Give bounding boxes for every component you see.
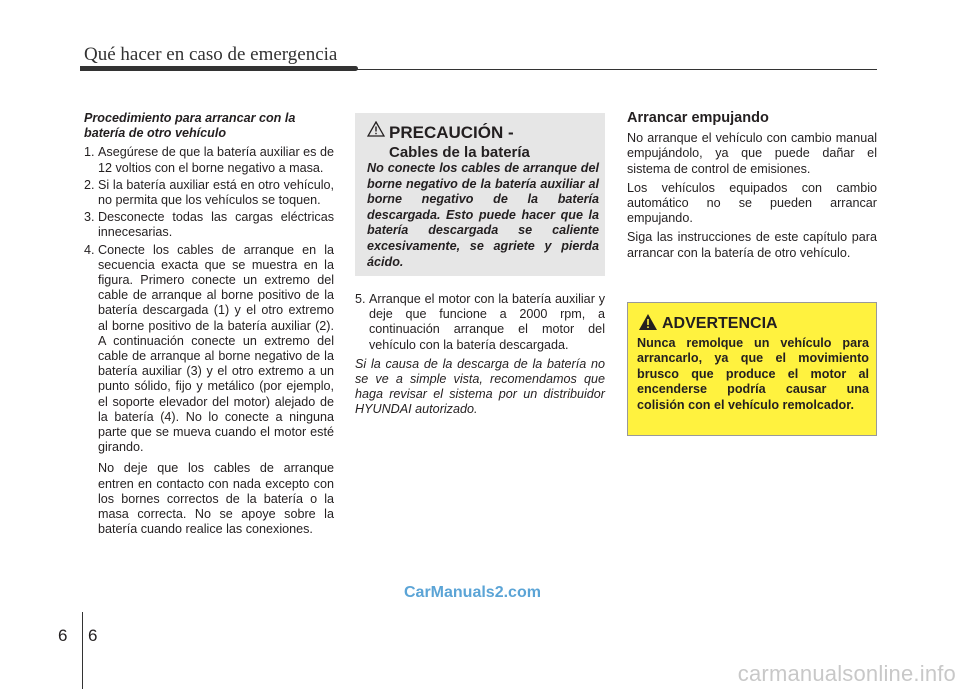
step-number: 2. [84, 177, 95, 192]
warning-body: Nunca remolque un vehículo para arrancarlo, ya que el movimiento brusco que produce el motor al encenderse podría causar una colisión con el vehículo remolcador. [637, 336, 869, 412]
warning-triangle-outline-icon [367, 121, 385, 142]
caution-body: No conecte los cables de arranque del borne negativo de la batería auxiliar al borne negativo de la batería descargada. Esto puede hacer que la batería descargada se caliente excesivamente, se agriete y pierda ácido. [367, 161, 599, 269]
note-paragraph: Si la causa de la descarga de la batería no se ve a simple vista, recomendamos que haga revisar el sistema por un distribuidor HYUNDAI autorizado. [355, 356, 605, 417]
header-bar [80, 66, 358, 71]
header-title: Qué hacer en caso de emergencia [84, 44, 338, 65]
step-text: Arranque el motor con la batería auxiliar y deje que funcione a 2000 rpm, a continuación arranque el motor del vehículo con la batería descargada. [369, 292, 605, 352]
paragraph: No deje que los cables de arranque entren en contacto con nada excepto con los bornes correctos de la batería o la masa correcta. No se apoye sobre la batería cuando realice las conexiones. [98, 461, 334, 537]
caution-subtitle: Cables de la batería [389, 144, 530, 161]
warning-title: ADVERTENCIA [662, 315, 778, 332]
list-item [84, 243, 334, 456]
list-item [355, 292, 605, 353]
list-item [84, 210, 334, 240]
step-number: 3. [84, 210, 95, 225]
step-text: Asegúrese de que la batería auxiliar es de 12 voltios con el borne negativo a masa. [98, 145, 334, 175]
paragraph: Los vehículos equipados con cambio automático no se pueden arrancar empujando. [627, 180, 877, 226]
step-text: Conecte los cables de arranque en la secuencia exacta que se muestra en la figura. Primero conecte un extremo del cable de arranque al borne positivo de la batería descargada (1) y el otro extremo al borne positivo de la batería auxiliar (2). A continuación conecte un extremo del cable de arranque al borne negativo de la batería auxiliar (3) y el otro extremo a un punto sólido, fijo y metálico (por ejemplo, el soporte elevador del motor) alejado de la batería (4). No lo conecte a ninguna parte que se mueva cuando el motor esté girando. [98, 242, 334, 455]
caution-title: PRECAUCIÓN - [389, 123, 514, 142]
paragraph: No arranque el vehículo con cambio manual empujándolo, ya que puede dañar el sistema de control de emisiones. [627, 131, 877, 176]
section-subheading: Procedimiento para arrancar con la batería de otro vehículo [84, 111, 296, 141]
page-divider [82, 612, 83, 689]
step-text: Si la batería auxiliar está en otro vehículo, no permita que los vehículos se toquen. [98, 177, 334, 208]
header-rule [355, 69, 877, 70]
footer-watermark: carmanualsonline.info [737, 661, 956, 686]
step-number: 4. [84, 242, 95, 257]
list-item [84, 178, 334, 208]
watermark-link[interactable]: CarManuals2.com [404, 584, 541, 601]
paragraph: Siga las instrucciones de este capítulo para arrancar con la batería de otro vehículo. [627, 230, 877, 260]
list-item [84, 145, 334, 175]
step-text: Desconecte todas las cargas eléctricas innecesarias. [98, 210, 334, 240]
column-right [627, 111, 877, 265]
warning-box [627, 302, 877, 436]
section-number: 6 [58, 626, 68, 645]
warning-triangle-filled-icon [638, 313, 658, 336]
section-heading: Arrancar empujando [627, 110, 769, 126]
step-number: 5. [355, 292, 366, 306]
caution-box [355, 113, 605, 276]
column-middle [355, 292, 605, 418]
column-left [84, 111, 334, 537]
step-number: 1. [84, 145, 95, 160]
page-number: 6 [88, 626, 98, 645]
